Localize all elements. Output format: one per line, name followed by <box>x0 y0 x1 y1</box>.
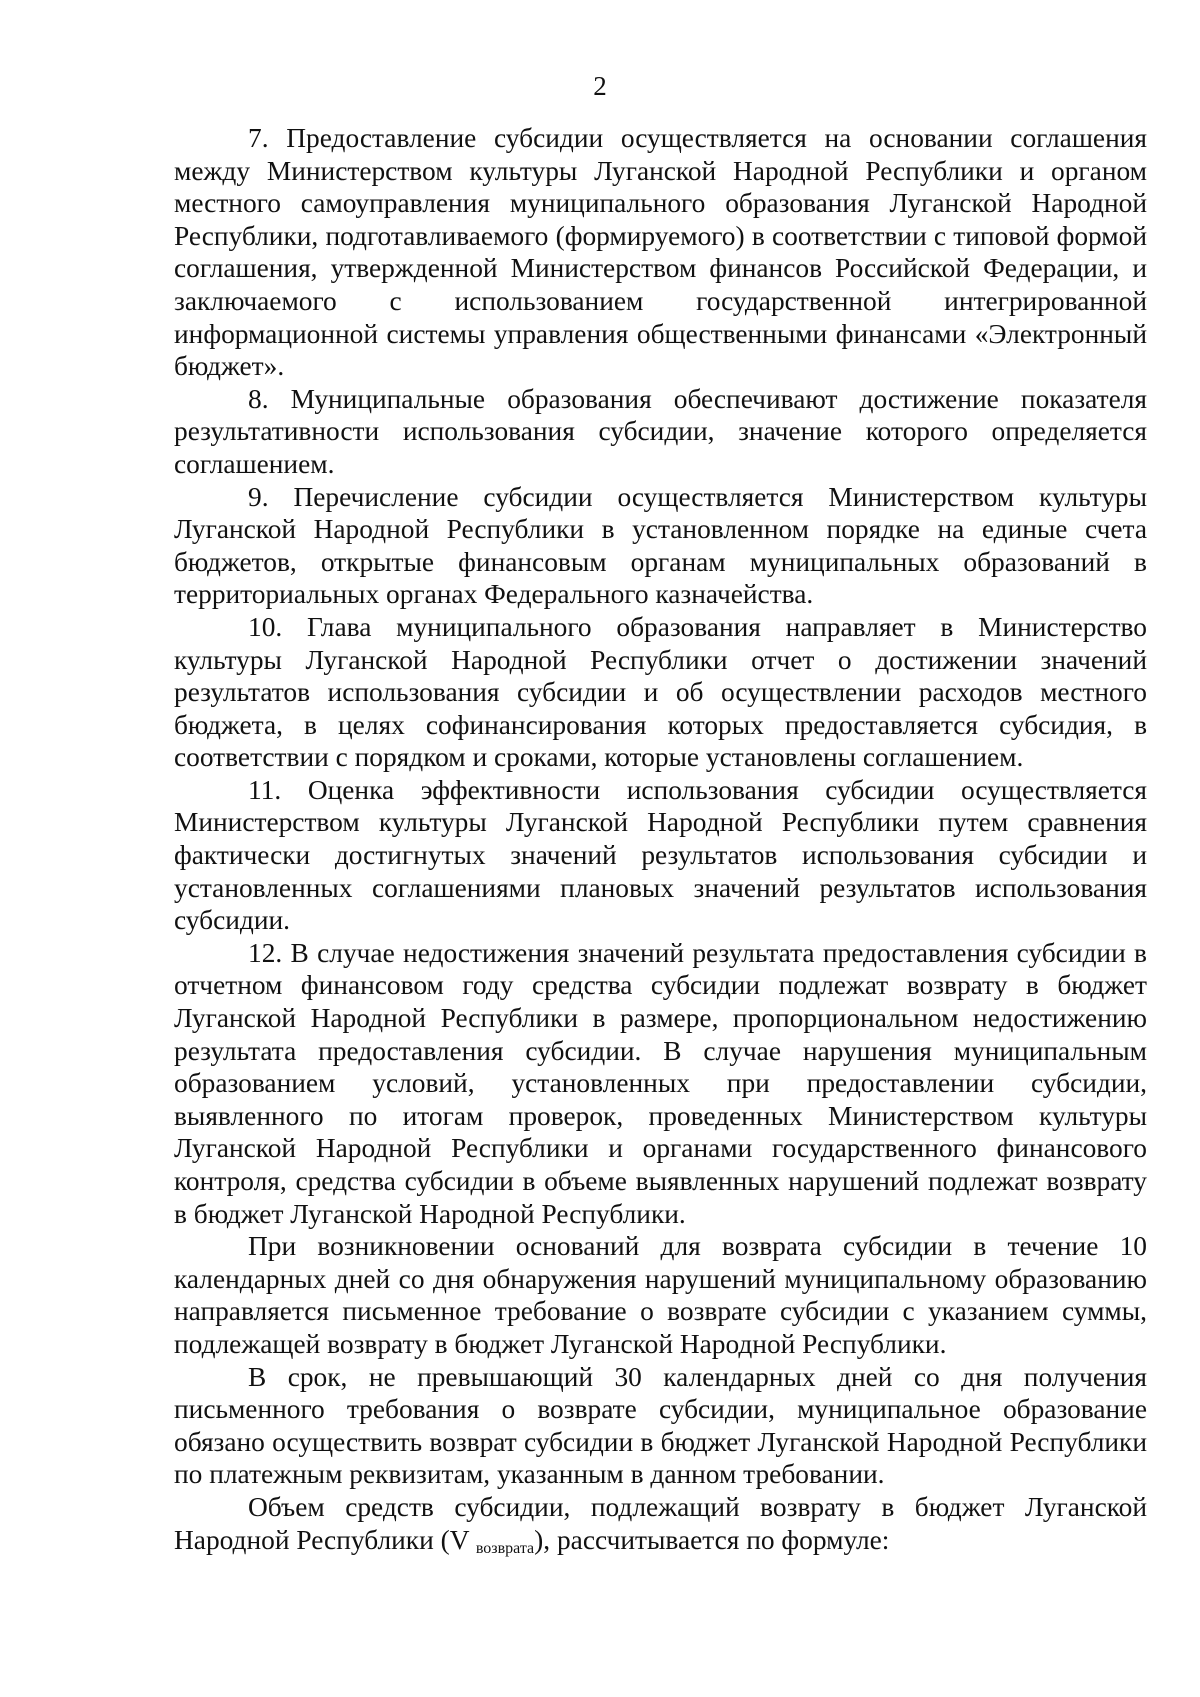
paragraph-9: 9. Перечисление субсидии осуществляется Министерством культуры Луганской Народной Республики в установленном порядке на единые счета бюджетов, открытые финансовым органам муниципальных образований в территориальных органах Федерального казначейства. <box>174 481 1147 610</box>
paragraph-return-deadline: В срок, не превышающий 30 календарных дней со дня получения письменного требования о возврате субсидии, муниципальное образование обязано осуществить возврат субсидии в бюджет Луганской Народной Республики по платежным реквизитам, указанным в данном требовании. <box>174 1361 1147 1490</box>
paragraph-11: 11. Оценка эффективности использования субсидии осуществляется Министерством культуры Луганской Народной Республики путем сравнения фактически достигнутых значений результатов использования субсидии и установленных соглашениями плановых значений результатов использования субсидии. <box>174 774 1147 936</box>
paragraph-formula-intro <box>174 1491 1147 1565</box>
page-number: 2 <box>593 71 607 101</box>
formula-subscript: возврата <box>475 1539 535 1557</box>
paragraph-12: 12. В случае недостижения значений результата предоставления субсидии в отчетном финансовом году средства субсидии подлежат возврату в бюджет Луганской Народной Республики в размере, пропорциональном недостижению результата предоставления субсидии. В случае нарушения муниципальным образованием условий, установленных при предоставлении субсидии, выявленного по итогам проверок, проведенных Министерством культуры Луганской Народной Республики и органами государственного финансового контроля, средства субсидии в объеме выявленных нарушений подлежат возврату в бюджет Луганской Народной Республики. <box>174 937 1147 1229</box>
paragraph-10: 10. Глава муниципального образования направляет в Министерство культуры Луганской Народной Республики отчет о достижении значений результатов использования субсидии и об осуществлении расходов местного бюджета, в целях софинансирования которых предоставляется субсидия, в соответствии с порядком и сроками, которые установлены соглашением. <box>174 611 1147 773</box>
formula-intro-tail: ), рассчитывается по формуле: <box>534 1524 890 1555</box>
document-body <box>174 122 1147 1565</box>
formula-intro-text: Объем средств субсидии, подлежащий возврату в бюджет Луганской Народной Республики (V <box>174 1491 1147 1555</box>
paragraph-8: 8. Муниципальные образования обеспечивают достижение показателя результативности использования субсидии, значение которого определяется соглашением. <box>174 383 1147 479</box>
paragraph-return-grounds: При возникновении оснований для возврата субсидии в течение 10 календарных дней со дня обнаружения нарушений муниципальному образованию направляется письменное требование о возврате субсидии с указанием суммы, подлежащей возврату в бюджет Луганской Народной Республики. <box>174 1231 1147 1359</box>
paragraph-7: 7. Предоставление субсидии осуществляется на основании соглашения между Министерством культуры Луганской Народной Республики и органом местного самоуправления муниципального образования Луганской Народной Республики, подготавливаемого (формируемого) в соответствии с типовой формой соглашения, утвержденной Министерством финансов Российской Федерации, и заключаемого с использованием государственной интегрированной информационной системы управления общественными финансами «Электронный бюджет». <box>174 123 1147 382</box>
